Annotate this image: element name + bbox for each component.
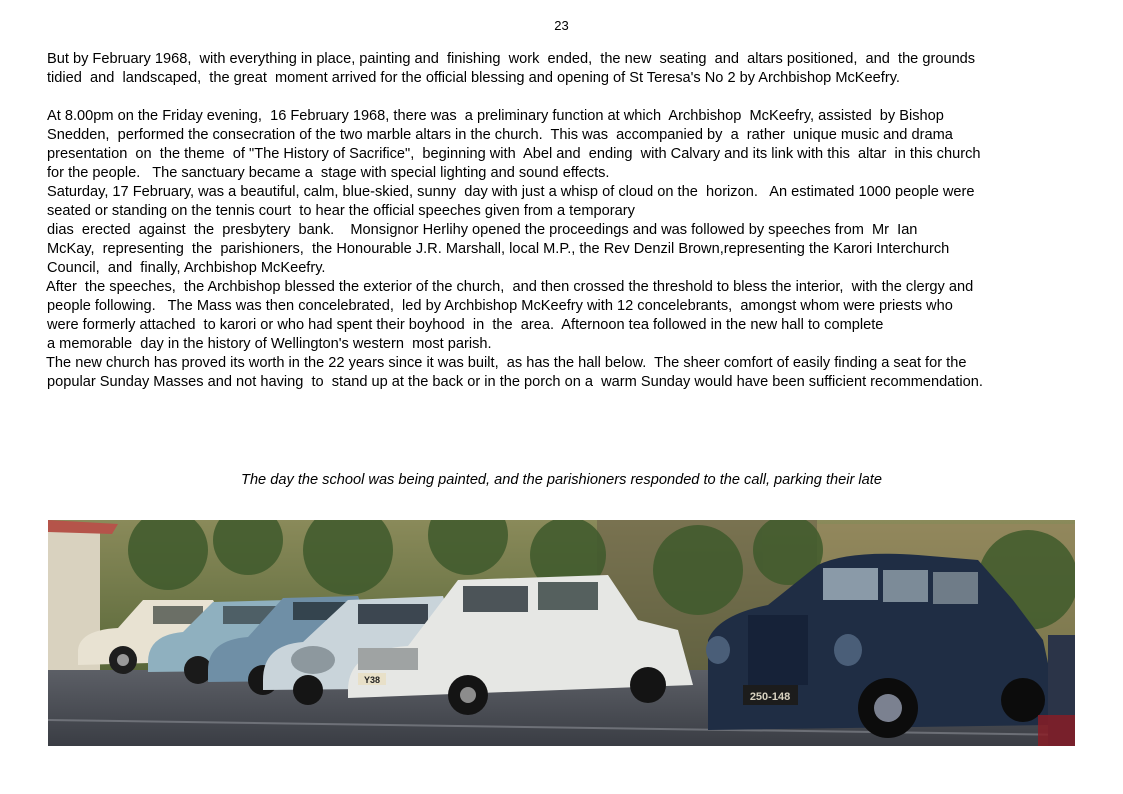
plate-1: Y38 [363, 675, 381, 685]
text-line: Council, and finally, Archbishop McKeefry. [47, 260, 326, 276]
text-line: people following. The Mass was then concelebrated, led by Archbishop McKeefry with 12 concelebrants, amongst whom were priests who [47, 298, 953, 314]
text-line: McKay, representing the parishioners, the Honourable J.R. Marshall, local M.P., the Rev Denzil Brown,representing the Karori Interchurch [47, 241, 950, 257]
text-line: for the people. The sanctuary became a stage with special lighting and sound effects. [47, 165, 610, 181]
paragraph-gap [47, 88, 1047, 107]
text-line: Snedden, performed the consecration of the two marble altars in the church. This was accompanied by a rather unique music and drama [47, 127, 953, 143]
text-line: a memorable day in the history of Wellington's western most parish. [47, 336, 492, 352]
page-number: 23 [554, 18, 569, 33]
text-line: At 8.00pm on the Friday evening, 16 February 1968, there was a preliminary function at which Archbishop McKeefry, assisted by Bishop [47, 108, 944, 124]
text-line: Saturday, 17 February, was a beautiful, calm, blue-skied, sunny day with just a whisp of cloud on the horizon. An estimated 1000 people were [47, 184, 975, 200]
parked-cars-photo [48, 520, 1075, 746]
text-line: The new church has proved its worth in the 22 years since it was built, as has the hall below. The sheer comfort of easily finding a seat for the [46, 355, 967, 371]
photo-caption: The day the school was being painted, and the parishioners responded to the call, parking their late [241, 472, 882, 488]
body-text [47, 50, 1047, 392]
text-line: tidied and landscaped, the great moment arrived for the official blessing and opening of St Teresa's No 2 by Archbishop McKeefry. [47, 70, 900, 86]
text-line: After the speeches, the Archbishop blessed the exterior of the church, and then crossed the threshold to bless the interior, with the clergy and [46, 279, 974, 295]
text-line: But by February 1968, with everything in place, painting and finishing work ended, the new seating and altars positioned, and the grounds [47, 51, 976, 67]
text-line: dias erected against the presbytery bank. Monsignor Herlihy opened the proceedings and was followed by speeches from Mr Ian [47, 222, 918, 238]
plate-2: 250-148 [749, 691, 791, 703]
text-line: seated or standing on the tennis court to hear the official speeches given from a temporary [47, 203, 635, 219]
text-line: presentation on the theme of "The History of Sacrifice", beginning with Abel and ending with Calvary and its link with this altar in this church [47, 146, 981, 162]
text-line: popular Sunday Masses and not having to stand up at the back or in the porch on a warm Sunday would have been sufficient recommendation. [47, 374, 983, 390]
text-line: were formerly attached to karori or who had spent their boyhood in the area. Afternoon tea followed in the new hall to complete [47, 317, 884, 333]
photo-illustration [48, 520, 1075, 746]
